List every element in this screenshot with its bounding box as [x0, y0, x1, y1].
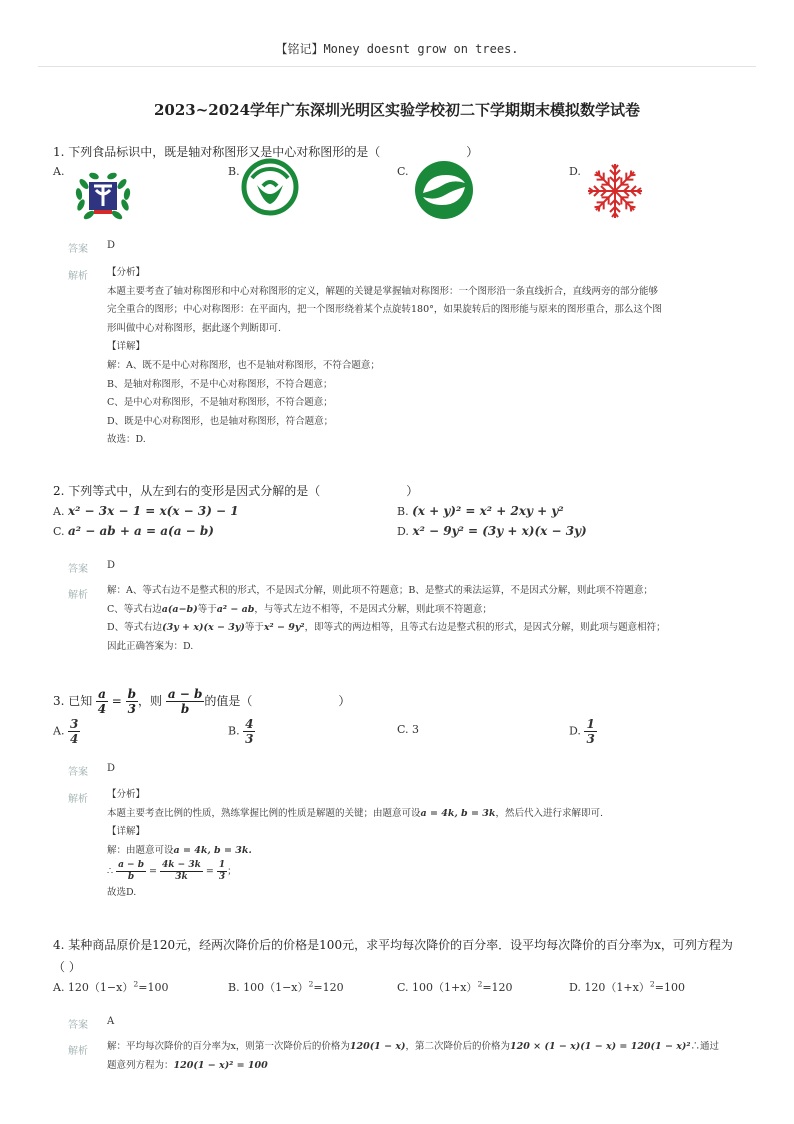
q2-l3-text-a: D、等式右边 — [107, 622, 163, 634]
q3-stem — [53, 688, 350, 715]
q3-an-2 — [107, 805, 717, 824]
q1-analysis-line: 故选：D. — [107, 434, 146, 446]
q3-an-1: 【分析】 — [107, 789, 146, 800]
q2-stem-text: 2. 下列等式中，从左到右的变形是因式分解的是（ — [53, 484, 321, 498]
logo-d-snowflake-image — [584, 160, 646, 222]
q3-an5-f1-den: b — [127, 872, 135, 883]
q3-an5-frac-2 — [160, 861, 203, 882]
q3-mid: ，则 — [137, 694, 162, 708]
q4-l1-text-b: ，第二次降价后的价格为 — [405, 1041, 511, 1052]
q2-analysis-label: 解析 — [68, 590, 88, 601]
q3-an2-text-a: 本题主要考查比例的性质，熟练掌握比例的性质是解题的关键；由题意可设 — [107, 807, 421, 819]
q3-eq: = — [111, 694, 122, 708]
q3-an5-f3-den: 3 — [218, 872, 226, 883]
q4-option-d — [569, 979, 685, 995]
q3-an4-math: a = 4k, b = 3k. — [173, 844, 252, 856]
q3-close: ） — [338, 694, 351, 708]
q4-l1-math-1: 120(1 − x) — [349, 1041, 406, 1052]
q3-an-6: 故选D. — [107, 887, 137, 899]
q3-frac-a-minus-b-over-b — [166, 688, 205, 715]
q3-frac-b-over-3 — [126, 688, 138, 715]
q3-an-5 — [107, 860, 717, 884]
q2-option-b — [397, 504, 564, 518]
q2-l3-math-1: (3y + x)(x − 3y) — [162, 622, 245, 634]
q4-c-sup: 2 — [477, 979, 483, 989]
q3-f3-num: a − b — [167, 687, 203, 701]
q3-d-den: 3 — [586, 732, 595, 746]
q1-analysis-line: 【详解】 — [107, 341, 146, 353]
q3-an2-math: a = 4k, b = 3k — [420, 807, 496, 819]
q3-a-frac — [68, 718, 80, 745]
q3-option-c: C. 3 — [397, 723, 420, 736]
q3-an5-f2-den: 3k — [175, 872, 188, 883]
q4-d-text: D. 120（1+x） — [569, 981, 650, 994]
q1-analysis-body — [107, 264, 717, 450]
q4-d-sup: 2 — [649, 979, 655, 989]
q4-l2-text: 题意列方程为： — [107, 1059, 174, 1071]
q3-option-b — [228, 718, 255, 745]
q2-stem — [53, 482, 418, 499]
q3-b-label: B. — [228, 724, 240, 738]
q4-stem-2: （ ） — [53, 960, 81, 974]
q4-l1-text-c: ∴通过 — [690, 1041, 720, 1052]
q2-option-a — [53, 504, 239, 518]
q2-option-b-label: B. — [397, 505, 409, 518]
q1-option-b-label: B. — [228, 165, 240, 178]
q2-option-a-label: A. — [53, 505, 65, 518]
q1-analysis-line: 本题主要考查了轴对称图形和中心对称图形的定义，解题的关键是掌握轴对称图形：一个图形沿一条直线折合，直线两旁的部分能够 — [107, 285, 659, 297]
q3-analysis-label: 解析 — [68, 794, 88, 805]
q4-a-sup: 2 — [133, 979, 139, 989]
q3-an4-text: 解：由题意可设 — [107, 844, 174, 856]
q1-analysis-line: 【分析】 — [107, 267, 146, 278]
q4-a-tail: =100 — [138, 981, 169, 994]
q2-option-a-math: x² − 3x − 1 = x(x − 3) − 1 — [67, 504, 239, 518]
q1-analysis-line: D、既是中心对称图形，也是轴对称图形，符合题意； — [107, 415, 334, 427]
q4-b-tail: =120 — [313, 981, 344, 994]
q1-answer-value: D — [107, 240, 116, 251]
q2-l2-text-b: 等于 — [197, 603, 217, 615]
q3-f2-num: b — [127, 687, 136, 701]
q4-option-a — [53, 979, 168, 995]
q1-analysis-line: 形叫做中心对称图形，据此逐个判断即可. — [107, 322, 282, 334]
q4-l1-math-2: 120 × (1 − x)(1 − x) = 120(1 − x)² — [510, 1041, 691, 1052]
q3-option-d — [569, 718, 597, 745]
q3-frac-a-over-4 — [96, 688, 108, 715]
q4-b-sup: 2 — [308, 979, 314, 989]
q4-analysis-body — [107, 1038, 747, 1075]
q2-option-b-math: (x + y)² = x² + 2xy + y² — [412, 504, 564, 518]
q2-option-c-math: a² − ab + a = a(a − b) — [68, 524, 214, 538]
q4-c-tail: =120 — [482, 981, 513, 994]
q2-l2-text-c: ，与等式左边不相等，不是因式分解，则此项不符题意； — [254, 603, 492, 615]
q1-option-d-label: D. — [569, 165, 581, 178]
q1-option-c-label: C. — [397, 165, 409, 178]
q1-analysis-line: 解：A、既不是中心对称图形，也不是轴对称图形，不符合题意； — [107, 359, 380, 371]
q2-analysis-body — [107, 582, 717, 656]
q1-answer-label: 答案 — [68, 244, 88, 255]
header-note: 【铭记】Money doesnt grow on trees. — [275, 42, 519, 56]
q1-close: ） — [466, 145, 479, 159]
q3-an-3: 【详解】 — [107, 826, 146, 838]
q3-an2-text-b: ，然后代入进行求解即可. — [495, 807, 603, 819]
q3-stem-pre: 3. 已知 — [53, 694, 93, 708]
logo-c-image — [413, 159, 475, 221]
q3-an-4 — [107, 842, 717, 861]
q3-option-a — [53, 718, 80, 745]
q2-analysis-line-3 — [107, 619, 717, 638]
q4-option-b — [228, 979, 344, 995]
q3-an5-frac-3 — [217, 861, 227, 882]
q1-analysis-line: C、是中心对称图形，不是轴对称图形，不符合题意； — [107, 397, 333, 409]
q2-analysis-line-1: 解：A、等式右边不是整式积的形式，不是因式分解，则此项不符题意；B、是整式的乘法运算，不是因式分解，则此项不符题意； — [107, 585, 653, 596]
q2-option-d-math: x² − 9y² = (3y + x)(x − 3y) — [412, 524, 587, 538]
logo-b-image — [241, 158, 299, 216]
q3-post: 的值是（ — [204, 694, 253, 708]
q3-f1-num: a — [98, 687, 106, 701]
q4-d-tail: =100 — [654, 981, 685, 994]
q2-analysis-line-4: 因此正确答案为：D. — [107, 640, 194, 652]
q2-analysis-line-2 — [107, 601, 717, 620]
q1-stem-text: 1. 下列食品标识中，既是轴对称图形又是中心对称图形的是（ — [53, 145, 381, 159]
page-title: 2023~2024学年广东深圳光明区实验学校初二下学期期末模拟数学试卷 — [153, 101, 641, 119]
q4-analysis-line-1 — [107, 1038, 747, 1057]
q3-f1-den: 4 — [97, 702, 107, 716]
q1-option-a-label: A. — [53, 165, 65, 178]
q1-analysis-line: 完全重合的图形；中心对称图形：在平面内，把一个图形绕着某个点旋转180°，如果旋转后的图形能与原来的图形重合，那么这个图 — [107, 304, 662, 316]
q3-answer-label: 答案 — [68, 767, 88, 778]
q4-analysis-line-2 — [107, 1057, 747, 1076]
q3-a-label: A. — [53, 724, 65, 738]
q4-option-c — [397, 979, 513, 995]
q2-close: ） — [406, 484, 419, 498]
q2-l3-text-b: 等于 — [244, 622, 264, 634]
q3-b-den: 3 — [245, 732, 254, 746]
q2-option-d-label: D. — [397, 525, 409, 538]
q3-an5-eq2: = — [205, 866, 214, 878]
q4-a-text: A. 120（1−x） — [53, 981, 134, 994]
q2-l3-math-2: x² − 9y² — [263, 622, 305, 634]
q2-option-d — [397, 524, 587, 538]
q3-an5-end: ； — [227, 866, 237, 878]
q3-an5-eq: = — [149, 866, 158, 878]
q4-c-text: C. 100（1+x） — [397, 981, 478, 994]
q1-analysis-label: 解析 — [68, 271, 88, 282]
q4-answer-label: 答案 — [68, 1020, 88, 1031]
q3-b-num: 4 — [245, 717, 254, 731]
q4-l1-text-a: 解：平均每次降价的百分率为x，则第一次降价后的价格为 — [107, 1041, 350, 1052]
q4-answer-value: A — [107, 1016, 115, 1027]
q2-option-c-label: C. — [53, 525, 65, 538]
q3-d-frac — [584, 718, 596, 745]
q3-f2-den: 3 — [127, 702, 136, 716]
q2-l2-math-1: a(a−b) — [161, 603, 198, 615]
q3-an5-f2-num: 4k − 3k — [162, 860, 201, 871]
q2-l2-math-2: a² − ab — [216, 603, 255, 615]
q3-f3-den: b — [180, 702, 190, 716]
q2-answer-label: 答案 — [68, 564, 88, 575]
q3-a-den: 4 — [69, 732, 79, 746]
q2-option-c — [53, 524, 214, 538]
q3-an5-f1-num: a − b — [118, 860, 145, 871]
q3-an5-frac-1 — [116, 861, 146, 882]
q4-b-text: B. 100（1−x） — [228, 981, 309, 994]
q4-l2-math: 120(1 − x)² = 100 — [173, 1059, 268, 1071]
q1-analysis-line: B、是轴对称图形，不是中心对称图形，不符合题意； — [107, 378, 333, 390]
q2-l2-text-a: C、等式右边 — [107, 603, 162, 615]
q2-answer-value: D — [107, 560, 116, 571]
q3-an5-f3-num: 1 — [218, 860, 226, 871]
q3-an5-therefore: ∴ — [107, 866, 114, 878]
q3-d-num: 1 — [586, 717, 595, 731]
q4-stem: 4. 某种商品原价是120元，经两次降价后的价格是100元，求平均每次降价的百分率．设平均每次降价的百分率为x，可列方程为 — [53, 938, 733, 952]
q3-answer-value: D — [107, 763, 116, 774]
logo-a-image — [72, 164, 134, 226]
q3-analysis-body — [107, 786, 717, 903]
q4-analysis-label: 解析 — [68, 1046, 88, 1057]
q3-b-frac — [243, 718, 255, 745]
q3-d-label: D. — [569, 724, 581, 738]
header-divider — [38, 66, 756, 67]
q3-a-num: 3 — [69, 717, 79, 731]
q2-l3-text-c: ，即等式的两边相等，且等式右边是整式积的形式，是因式分解，则此项与题意相符； — [304, 622, 666, 634]
